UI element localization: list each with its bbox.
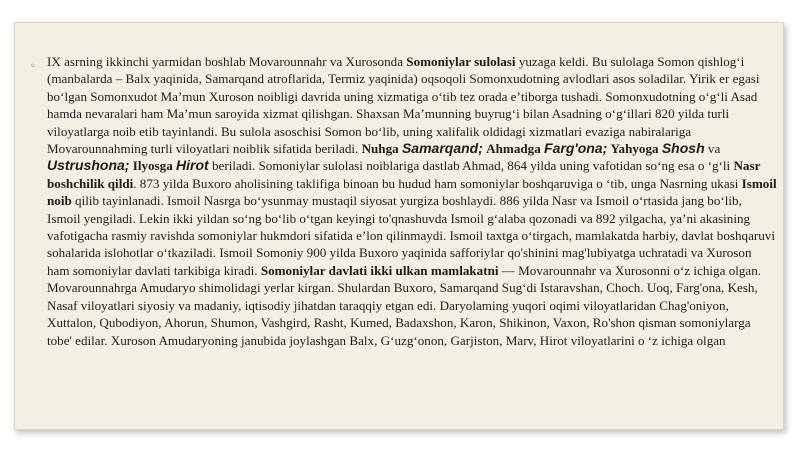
bold-term: Ahmadga [486, 141, 541, 157]
bold-italic-term: Ustrushona; [47, 157, 130, 174]
bold-italic-term: Hirot [176, 157, 209, 174]
bold-term: Ismoil noib [47, 175, 777, 209]
bold-term: Somoniylar sulolasi [406, 54, 516, 69]
text-segment: beriladi. Somoniylar sulolasi noiblariga dastlab Ahmad, 864 yilda uning vafotidan soʻng esa o ʻgʻli [208, 158, 734, 174]
history-paragraph [47, 53, 777, 349]
text-segment: — Movarounnahr va Xurosonni oʻz ichiga olgan. Movarounnahrga Amudaryo shimolidagi yerlar kirgan. Shulardan Buxoro, Samarqand Sugʻdi Istaravshan, Choch. Uoq, Farg'ona, Kesh, Nasaf viloyatlari siyosiy va madaniy, iqtisodiy jihatdan taraqqiy etgan edi. Daryolaming yuqori oqimi viloyatlaridan Chag'oniyon, Xuttalon, Qubodiyon, Ahorun, Shumon, Vashgird, Rasht, Kumed, Badaxshon, Karon, Shikinon, Vaxon, Ro'shon qisman somoniylarga tobe' edilar. Xuroson Amudaryoning janubida joylashgan Balx, Gʻuzgʻonon, Garjiston, Marv, Hirot viloyatlarini o ʻz ichiga olgan [47, 262, 762, 348]
text-segment: yuzaga keldi. Bu sulolaga Somon qishlogʻi (manbalarda – Balx yaqinida, Samarqand atroflarida, Termiz yaqinida) oqsoqoli Somonxudotning avlodlari asos soladilar. Yirik er egasi boʻlgan Somonxudot Maʼmun Xuroson noibligi davrida uning xizmatiga oʻtib tez orada eʼtiborga tushadi. Somonxudotning oʻgʻli Asad hamda nevaralari ham Maʼmun saroyida xizmat qilishgan. Shaxsan Maʼmunning buyrugʻi bilan Asadning oʻgʻillari 820 yilda turli viloyatlarga noib etib tayinlandi. Bu sulola asoschisi Somon boʻlib, uning xalifalik oldidagi xizmatlari evaziga nabiralariga Movarounnahming turli viloyatlari noiblik sifatida beriladi. [47, 54, 760, 157]
text-segment: qilib tayinlanadi. Ismoil Nasrga boʻysunmay mustaqil siyosat yurgiza boshlaydi. 886 yilda Nasr va Ismoil oʻrtasida jang boʻlib, Ismoil yengiladi. Lekin ikki yildan soʻng boʻlib oʻtgan keyingi to'qnashuvda Ismoil gʻalaba qozonadi va 892 yilgacha, yaʼni akasining vafotigacha rasmiy ravishda somoniylar hukmdori sifatida eʼlon qilinmaydi. Ismoil taxtga oʻtirgach, mamlakatda harbiy, davlat boshqaruvi sohalarida islohotlar oʻtkaziladi. Ismoil Somoniy 900 yilda Buxoro yaqinida safforiylar qo'shinini mag'lubiyatga uchratadi va Xuroson ham somoniylar davlati tarkibiga kiradi. [47, 193, 775, 278]
bold-italic-term: Farg'ona; [544, 140, 608, 157]
bold-italic-term: Shosh [661, 140, 705, 157]
text-segment: IX asrning ikkinchi yarmidan boshlab Movarounnahr va Xurosonda [47, 54, 407, 69]
bold-term: Somoniylar davlati ikki ulkan mamlakatni [260, 262, 499, 278]
bold-term: Nasr boshchilik qildi [47, 158, 761, 191]
bold-term: Ilyosga [132, 158, 173, 174]
bold-term: Yahyoga [610, 141, 659, 157]
bold-italic-term: Samarqand; [401, 140, 483, 157]
bullet-icon: ◦ [30, 61, 36, 72]
bold-term: Nuhga [361, 141, 399, 157]
text-segment: . 873 yilda Buxoro aholisining taklifiga binoan bu hudud ham somoniylar boshqaruviga o ʻtib, unga Nasrning ukasi [133, 175, 742, 191]
text-segment: va [707, 141, 721, 157]
slide-panel [14, 22, 784, 430]
